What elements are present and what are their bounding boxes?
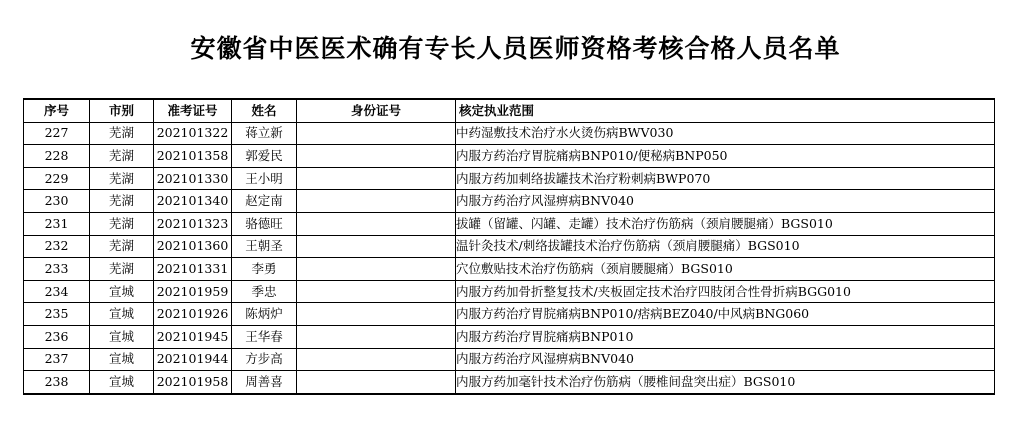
- cell-id-no: [297, 280, 456, 303]
- cell-seq: 228: [24, 145, 90, 168]
- cell-name: 周善喜: [232, 371, 297, 394]
- cell-name: 赵定南: [232, 190, 297, 213]
- cell-name: 骆德旺: [232, 212, 297, 235]
- header-scope: 核定执业范围: [456, 99, 995, 122]
- table-row: [24, 235, 995, 258]
- cell-city: 宣城: [90, 348, 154, 371]
- cell-city: 宣城: [90, 280, 154, 303]
- cell-seq: 233: [24, 258, 90, 281]
- cell-id-no: [297, 212, 456, 235]
- cell-id-no: [297, 348, 456, 371]
- header-city: 市别: [90, 99, 154, 122]
- cell-exam-no: 202101322: [154, 122, 232, 145]
- cell-city: 芜湖: [90, 235, 154, 258]
- header-id-no: 身份证号: [297, 99, 456, 122]
- cell-scope: 内服方药加骨折整复技术/夹板固定技术治疗四肢闭合性骨折病BGG010: [456, 280, 995, 303]
- cell-name: 方步高: [232, 348, 297, 371]
- cell-name: 李勇: [232, 258, 297, 281]
- cell-exam-no: 202101360: [154, 235, 232, 258]
- cell-name: 王小明: [232, 167, 297, 190]
- cell-scope: 穴位敷贴技术治疗伤筋病（颈肩腰腿痛）BGS010: [456, 258, 995, 281]
- cell-scope: 内服方药治疗胃脘痛病BNP010: [456, 325, 995, 348]
- cell-scope: 中药湿敷技术治疗水火烫伤病BWV030: [456, 122, 995, 145]
- cell-seq: 234: [24, 280, 90, 303]
- cell-id-no: [297, 258, 456, 281]
- table-row: [24, 258, 995, 281]
- table-body: [24, 122, 995, 394]
- cell-exam-no: 202101958: [154, 371, 232, 394]
- cell-city: 芜湖: [90, 190, 154, 213]
- table-row: [24, 212, 995, 235]
- cell-exam-no: 202101331: [154, 258, 232, 281]
- cell-id-no: [297, 303, 456, 326]
- cell-id-no: [297, 325, 456, 348]
- header-exam-no: 准考证号: [154, 99, 232, 122]
- table-row: [24, 303, 995, 326]
- cell-name: 王朝圣: [232, 235, 297, 258]
- cell-exam-no: 202101340: [154, 190, 232, 213]
- cell-exam-no: 202101945: [154, 325, 232, 348]
- cell-id-no: [297, 235, 456, 258]
- cell-scope: 内服方药治疗风湿痹病BNV040: [456, 348, 995, 371]
- cell-exam-no: 202101358: [154, 145, 232, 168]
- cell-id-no: [297, 371, 456, 394]
- cell-scope: 内服方药加刺络拔罐技术治疗粉刺病BWP070: [456, 167, 995, 190]
- cell-seq: 227: [24, 122, 90, 145]
- cell-scope: 拔罐（留罐、闪罐、走罐）技术治疗伤筋病（颈肩腰腿痛）BGS010: [456, 212, 995, 235]
- cell-city: 芜湖: [90, 258, 154, 281]
- cell-seq: 235: [24, 303, 90, 326]
- cell-seq: 236: [24, 325, 90, 348]
- cell-name: 陈炳炉: [232, 303, 297, 326]
- cell-scope: 内服方药治疗胃脘痛病BNP010/便秘病BNP050: [456, 145, 995, 168]
- cell-exam-no: 202101959: [154, 280, 232, 303]
- table-row: [24, 371, 995, 394]
- cell-id-no: [297, 122, 456, 145]
- cell-scope: 内服方药加毫针技术治疗伤筋病（腰椎间盘突出症）BGS010: [456, 371, 995, 394]
- cell-seq: 230: [24, 190, 90, 213]
- cell-city: 宣城: [90, 325, 154, 348]
- table-header-row: [24, 99, 995, 122]
- cell-exam-no: 202101944: [154, 348, 232, 371]
- cell-id-no: [297, 190, 456, 213]
- cell-scope: 温针灸技术/刺络拔罐技术治疗伤筋病（颈肩腰腿痛）BGS010: [456, 235, 995, 258]
- cell-id-no: [297, 167, 456, 190]
- cell-city: 芜湖: [90, 145, 154, 168]
- cell-exam-no: 202101926: [154, 303, 232, 326]
- cell-name: 王华春: [232, 325, 297, 348]
- cell-city: 宣城: [90, 303, 154, 326]
- qualified-personnel-table: [23, 98, 995, 395]
- table-row: [24, 190, 995, 213]
- cell-city: 芜湖: [90, 212, 154, 235]
- cell-exam-no: 202101330: [154, 167, 232, 190]
- table-row: [24, 122, 995, 145]
- cell-name: 郭爱民: [232, 145, 297, 168]
- table-row: [24, 145, 995, 168]
- cell-city: 宣城: [90, 371, 154, 394]
- table-row: [24, 280, 995, 303]
- cell-seq: 229: [24, 167, 90, 190]
- table-row: [24, 348, 995, 371]
- cell-name: 蒋立新: [232, 122, 297, 145]
- cell-seq: 237: [24, 348, 90, 371]
- cell-scope: 内服方药治疗胃脘痛病BNP010/痞病BEZ040/中风病BNG060: [456, 303, 995, 326]
- page-title: 安徽省中医医术确有专长人员医师资格考核合格人员名单: [190, 34, 841, 63]
- table-row: [24, 325, 995, 348]
- cell-seq: 238: [24, 371, 90, 394]
- cell-city: 芜湖: [90, 167, 154, 190]
- cell-id-no: [297, 145, 456, 168]
- cell-city: 芜湖: [90, 122, 154, 145]
- cell-seq: 232: [24, 235, 90, 258]
- cell-exam-no: 202101323: [154, 212, 232, 235]
- cell-seq: 231: [24, 212, 90, 235]
- cell-scope: 内服方药治疗风湿痹病BNV040: [456, 190, 995, 213]
- header-name: 姓名: [232, 99, 297, 122]
- cell-name: 季忠: [232, 280, 297, 303]
- table-row: [24, 167, 995, 190]
- header-seq: 序号: [24, 99, 90, 122]
